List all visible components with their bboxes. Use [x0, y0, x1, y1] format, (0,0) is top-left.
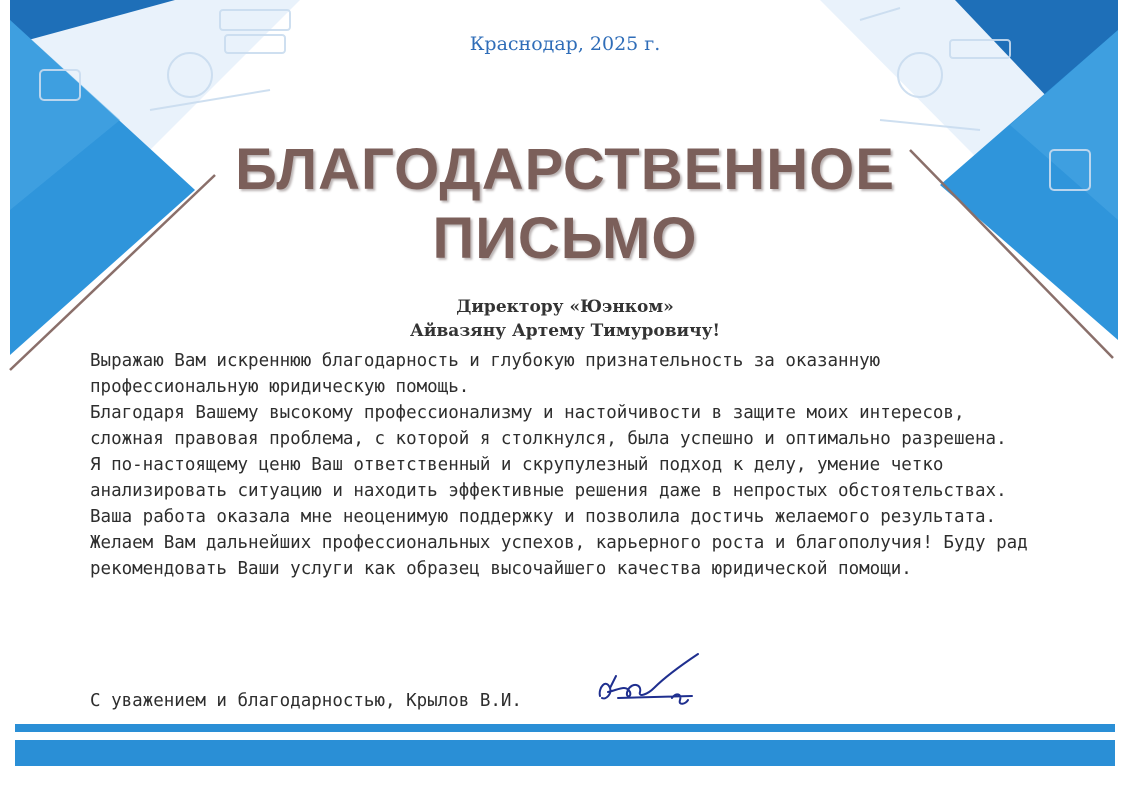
body-paragraph: Выражаю Вам искреннюю благодарность и глубокую признательность за оказанную профессиональную юридическую помощь.	[90, 351, 881, 397]
bottom-bar-thick	[15, 740, 1115, 766]
letter-title-line2: ПИСЬМО	[432, 206, 698, 271]
city-date: Краснодар, 2025 г.	[469, 33, 661, 55]
body-paragraph: Желаем Вам дальнейших профессиональных успехов, карьерного роста и благополучия! Буду рад рекомендовать Ваши услуги как образец высочайшего качества юридической помощи.	[90, 533, 1028, 579]
addressee-name: Айвазяну Артему Тимуровичу!	[410, 321, 720, 341]
bottom-bar-thin	[15, 724, 1115, 732]
body-paragraph: Благодаря Вашему высокому профессионализму и настойчивости в защите моих интересов, сложная правовая проблема, с которой я столкнулся, была успешно и оптимально разрешена.	[90, 403, 1007, 449]
addressee-position: Директору «Юэнком»	[456, 297, 674, 317]
letter-title-line1: БЛАГОДАРСТВЕННОЕ	[235, 137, 895, 202]
body-paragraph: Я по-настоящему ценю Ваш ответственный и скрупулезный подход к делу, умение четко анализировать ситуацию и находить эффективные решения даже в непростых обстоятельствах. Ваша работа оказала мне неоценимую поддержку и позволила достичь желаемого результата.	[90, 455, 1007, 527]
closing-line: С уважением и благодарностью, Крылов В.И.	[90, 691, 522, 711]
